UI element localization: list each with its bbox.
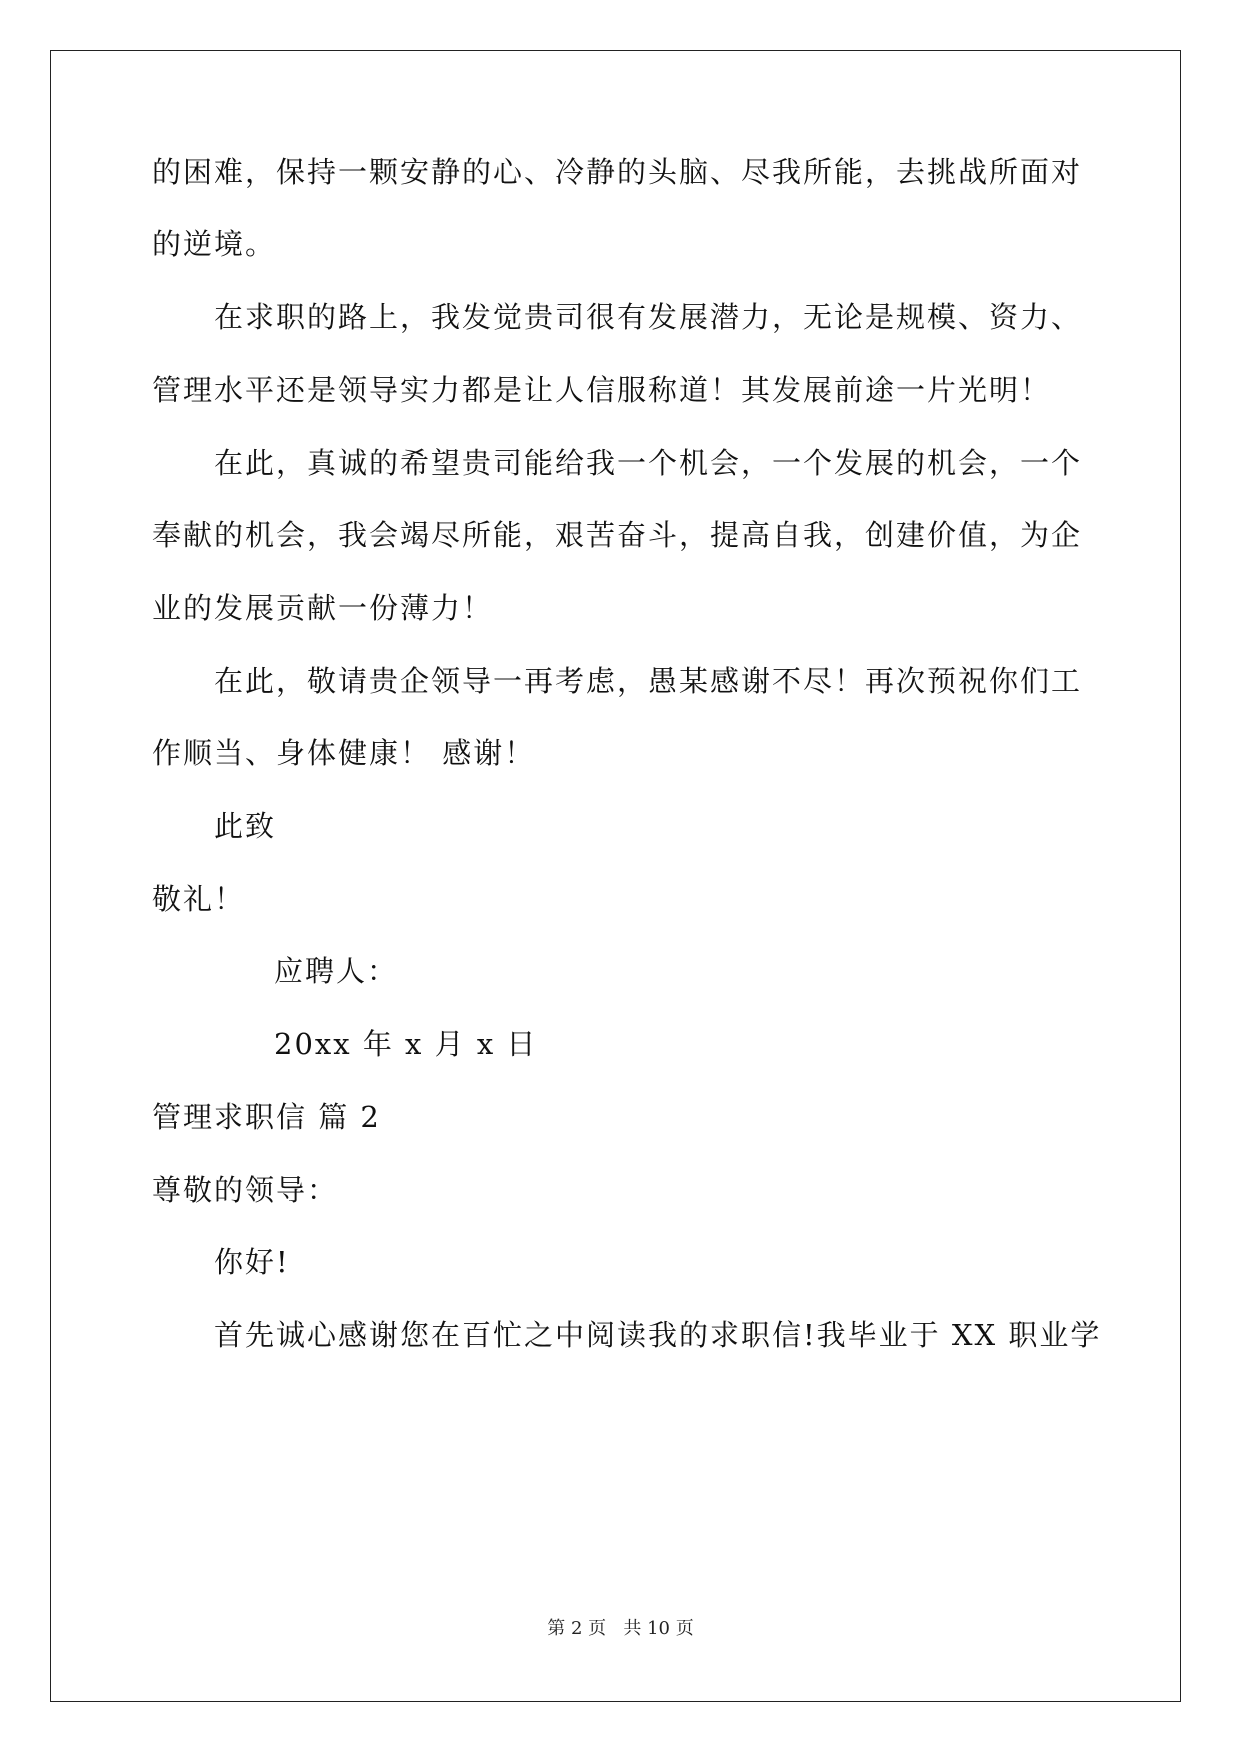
- greeting-hello: 你好!: [214, 1245, 290, 1279]
- page-number-label: 第 2 页 共 10 页: [547, 1618, 694, 1639]
- body-line-4: 管理水平还是领导实力都是让人信服称道！其发展前途一片光明！: [152, 373, 1052, 407]
- body-line-8: 在此，敬请贵企领导一再考虑，愚某感谢不尽！再次预祝你们工: [214, 664, 1083, 698]
- closing-salutation: 此致: [214, 809, 277, 843]
- signature-date: 20xx 年 x 月 x 日: [274, 1027, 538, 1061]
- body-line-9: 作顺当、身体健康！ 感谢！: [152, 736, 536, 770]
- signature-applicant: 应聘人：: [274, 954, 399, 988]
- closing-regards: 敬礼！: [152, 882, 246, 916]
- page-footer: [0, 1617, 1241, 1641]
- section-heading: 管理求职信 篇 2: [152, 1100, 381, 1134]
- body-line-1: 的困难，保持一颗安静的心、冷静的头脑、尽我所能，去挑战所面对: [152, 155, 1083, 189]
- body-line-6: 奉献的机会，我会竭尽所能，艰苦奋斗，提高自我，创建价值，为企: [152, 518, 1083, 552]
- greeting-addressee: 尊敬的领导：: [152, 1173, 339, 1207]
- body-line-5: 在此，真诚的希望贵司能给我一个机会，一个发展的机会，一个: [214, 446, 1083, 480]
- body-line-7: 业的发展贡献一份薄力！: [152, 591, 494, 625]
- body-line-3: 在求职的路上，我发觉贵司很有发展潜力，无论是规模、资力、: [214, 300, 1083, 334]
- body-line-intro: 首先诚心感谢您在百忙之中阅读我的求职信!我毕业于 XX 职业学: [214, 1318, 1102, 1352]
- body-line-2: 的逆境。: [152, 227, 277, 261]
